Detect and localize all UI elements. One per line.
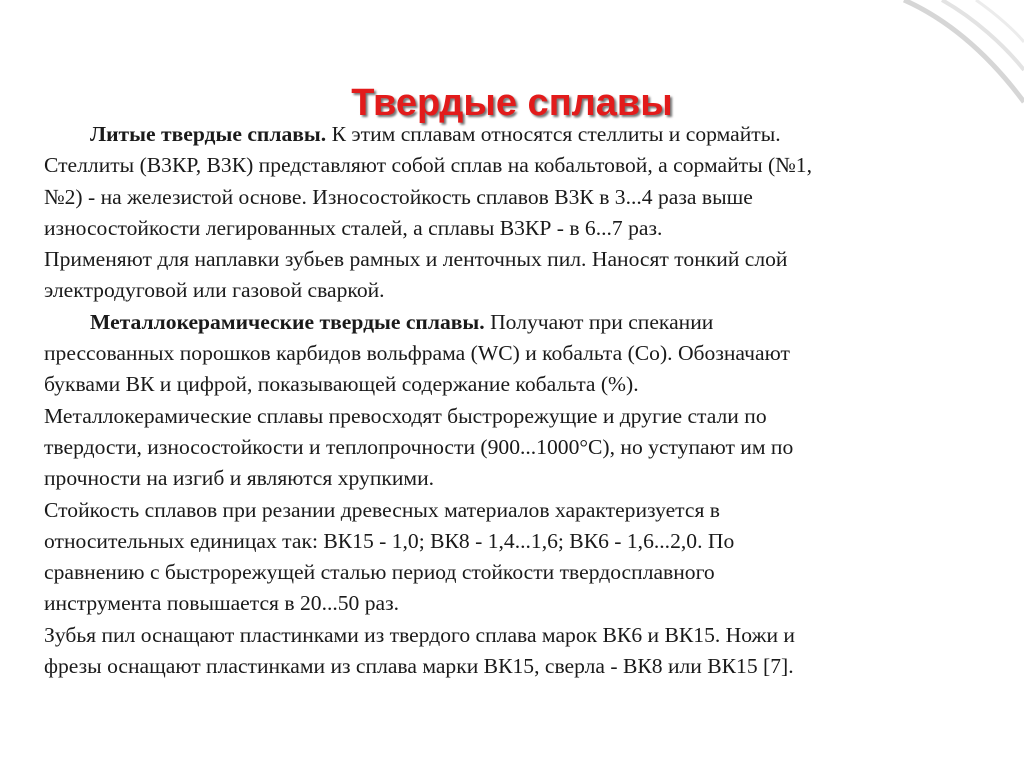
paragraph-line: Стойкость сплавов при резании древесных материалов характеризуется в	[44, 497, 720, 522]
paragraph-line: твердости, износостойкости и теплопрочности (900...1000°C), но уступают им по	[44, 434, 794, 459]
paragraph-line: относительных единицах так: ВК15 - 1,0; ВК8 - 1,4...1,6; ВК6 - 1,6...2,0. По	[44, 528, 735, 553]
paragraph-heading-cast-alloys: Литые твердые сплавы.	[90, 122, 327, 146]
paragraph-line: Зубья пил оснащают пластинками из твердого сплава марок ВК6 и ВК15. Ножи и	[44, 622, 795, 647]
paragraph-line: Металлокерамические сплавы превосходят быстрорежущие и другие стали по	[44, 403, 767, 428]
slide-title: Твердые сплавы	[351, 82, 673, 124]
paragraph-line: Применяют для наплавки зубьев рамных и ленточных пил. Наносят тонкий слой	[44, 247, 788, 272]
paragraph-text: Получают при спекании	[484, 309, 714, 334]
paragraph-line: Стеллиты (В3КР, В3К) представляют собой сплав на кобальтовой, а сормайты (№1,	[44, 153, 812, 178]
paragraph-line: №2) - на железистой основе. Износостойкость сплавов В3К в 3...4 раза выше	[44, 184, 753, 209]
paragraph-line: фрезы оснащают пластинками из сплава марки ВК15, сверла - ВК8 или ВК15 [7].	[44, 654, 794, 679]
paragraph-line: инструмента повышается в 20...50 раз.	[44, 591, 400, 616]
paragraph-line: износостойкости легированных сталей, а сплавы В3КР - в 6...7 раз.	[44, 215, 663, 240]
paragraph-line	[44, 119, 994, 150]
paragraph-heading-cermet-alloys: Металлокерамические твердые сплавы.	[90, 309, 485, 334]
paragraph-line: сравнению с быстрорежущей сталью период стойкости твердосплавного	[44, 560, 715, 585]
paragraph-text: К этим сплавам относятся стеллиты и сормайты.	[326, 122, 781, 146]
paragraph-line: прочности на изгиб и являются хрупкими.	[44, 466, 435, 491]
paragraph-line: прессованных порошков карбидов вольфрама (WC) и кобальта (Co). Обозначают	[44, 341, 790, 366]
paragraph-line: буквами ВК и цифрой, показывающей содержание кобальта (%).	[44, 372, 639, 397]
paragraph-line	[44, 307, 994, 338]
slide-body	[44, 119, 994, 682]
paragraph-line: электродуговой или газовой сваркой.	[44, 278, 385, 303]
